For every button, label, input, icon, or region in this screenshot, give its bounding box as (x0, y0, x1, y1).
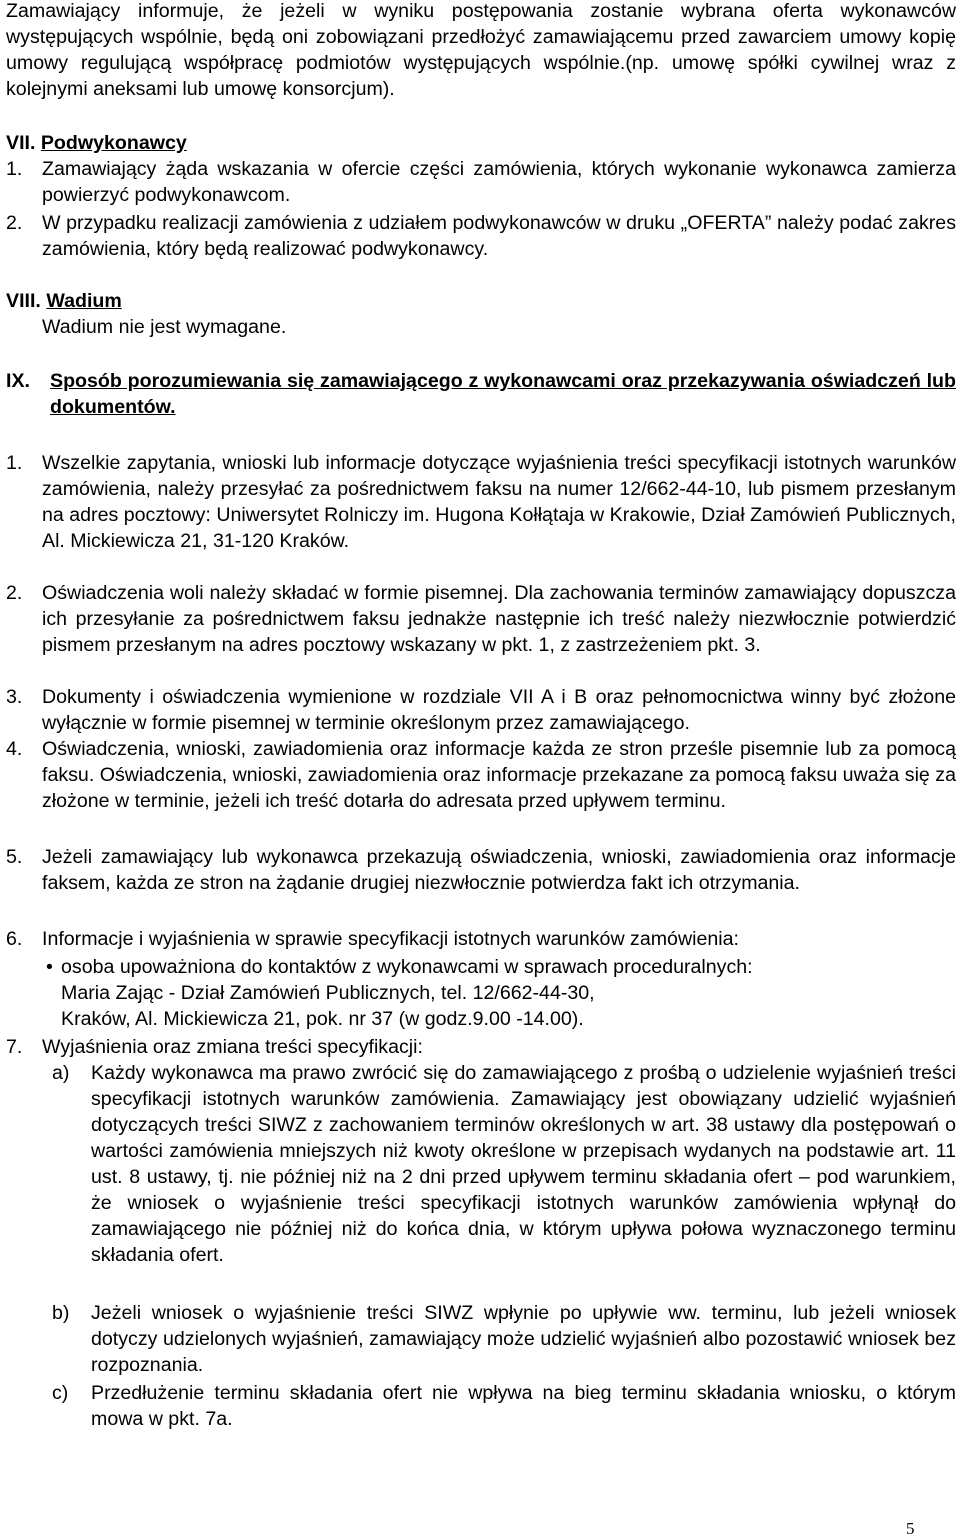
section-title: Sposób porozumiewania się zamawiającego z wykonawcami oraz przekazywania oświadczeń lub dokumentów. (50, 370, 956, 418)
item-text: Jeżeli zamawiający lub wykonawca przekazują oświadczenia, wnioski, zawiadomienia oraz informacje faksem, każda ze stron na żądanie drugiej niezwłocznie potwierdza fakt ich otrzymania. (42, 846, 956, 894)
section-number: VII. (6, 132, 36, 154)
item-text: Dokumenty i oświadczenia wymienione w rozdziale VII A i B oraz pełnomocnictwa winny być złożone wyłącznie w formie pisemnej w terminie określonym przez zamawiającego. (42, 686, 956, 734)
item-text: Oświadczenia, wnioski, zawiadomienia oraz informacje każda ze stron prześle pisemnie lub za pomocą faksu. Oświadczenia, wnioski, zawiadomienia oraz informacje przekazane za pomocą faksu uważa się za złożone w terminie, jeżeli ich treść dotarła do adresata przed upływem terminu. (42, 738, 956, 812)
page-number: 5 (906, 1519, 915, 1538)
item-number: 1. (6, 158, 23, 180)
section-number: VIII. (6, 290, 41, 312)
item-text: Informacje i wyjaśnienia w sprawie specyfikacji istotnych warunków zamówienia: (42, 928, 739, 950)
item-text: Oświadczenia woli należy składać w formie pisemnej. Dla zachowania terminów zamawiający dopuszcza ich przesyłanie za pośrednictwem faksu jednakże następnie ich treść należy niezwłocznie potwierdzić pismem przesłanym na adres pocztowy wskazany w pkt. 1, z zastrzeżeniem pkt. 3. (42, 582, 956, 656)
item-number: 1. (6, 452, 23, 474)
section-number: IX. (6, 370, 30, 392)
section-title: Podwykonawcy (40, 132, 187, 154)
contact-line: osoba upoważniona do kontaktów z wykonawcami w sprawach proceduralnych: (61, 956, 753, 978)
contact-line: Maria Zając - Dział Zamówień Publicznych, tel. 12/662-44-30, (61, 982, 595, 1004)
intro-paragraph: Zamawiający informuje, że jeżeli w wyniku postępowania zostanie wybrana oferta wykonawców występujących wspólnie, będą oni zobowiązani przedłożyć zamawiającemu przed zawarciem umowy kopię umowy regulującą współpracę podmiotów występujących wspólnie.(np. umowę spółki cywilnej wraz z kolejnymi aneksami lub umowę konsorcjum). (6, 0, 956, 100)
sub-item-text: Przedłużenie terminu składania ofert nie wpływa na bieg terminu składania wniosku, o którym mowa w pkt. 7a. (91, 1382, 956, 1430)
sub-item-text: Jeżeli wniosek o wyjaśnienie treści SIWZ wpłynie po upływie ww. terminu, lub jeżeli wniosek dotyczy udzielonych wyjaśnień, zamawiający może udzielić wyjaśnień albo pozostawić wniosek bez rozpoznania. (91, 1302, 956, 1376)
section-title: Wadium (46, 290, 122, 312)
item-number: 5. (6, 846, 23, 868)
sub-item-label: b) (52, 1302, 70, 1324)
contact-line: Kraków, Al. Mickiewicza 21, pok. nr 37 (w godz.9.00 -14.00). (61, 1008, 584, 1030)
item-number: 6. (6, 928, 23, 950)
item-text: W przypadku realizacji zamówienia z udziałem podwykonawców w druku „OFERTA” należy podać zakres zamówienia, który będą realizować podwykonawcy. (42, 212, 956, 260)
item-text: Wszelkie zapytania, wnioski lub informacje dotyczące wyjaśnienia treści specyfikacji istotnych warunków zamówienia, należy przesyłać za pośrednictwem faksu na numer 12/662-44-10, lub pismem przesłanym na adres pocztowy: Uniwersytet Rolniczy im. Hugona Kołłątaja w Krakowie, Dział Zamówień Publicznych, Al. Mickiewicza 21, 31-120 Kraków. (42, 452, 956, 552)
item-number: 3. (6, 686, 23, 708)
item-text: Wyjaśnienia oraz zmiana treści specyfikacji: (42, 1036, 423, 1058)
item-text: Zamawiający żąda wskazania w ofercie części zamówienia, których wykonanie wykonawca zamierza powierzyć podwykonawcom. (42, 158, 956, 206)
sub-item-label: c) (52, 1382, 69, 1404)
section-vii-heading (6, 130, 956, 156)
section-viii-heading (6, 288, 956, 314)
item-number: 2. (6, 582, 23, 604)
sub-item-text: Każdy wykonawca ma prawo zwrócić się do zamawiającego z prośbą o udzielenie wyjaśnień treści specyfikacji istotnych warunków zamówienia. Zamawiający jest obowiązany udzielić wyjaśnień dotyczących treści SIWZ z zachowaniem terminów określonych w art. 38 ustawy dla postępowań o wartości zamówienia mniejszych niż kwoty określone w przepisach wydanych na podstawie art. 11 ust. 8 ustawy, tj. nie później niż na 2 dni przed upływem terminu składania ofert – pod warunkiem, że wniosek o wyjaśnienie treści specyfikacji istotnych warunków zamówienia wpłynął do zamawiającego nie później niż do końca dnia, w którym upływa połowa wyznaczonego terminu składania ofert. (91, 1062, 956, 1266)
section-text: Wadium nie jest wymagane. (42, 316, 287, 338)
item-number: 7. (6, 1036, 23, 1058)
item-number: 4. (6, 738, 23, 760)
bullet-icon: • (46, 956, 53, 978)
sub-item-label: a) (52, 1062, 70, 1084)
item-number: 2. (6, 212, 23, 234)
